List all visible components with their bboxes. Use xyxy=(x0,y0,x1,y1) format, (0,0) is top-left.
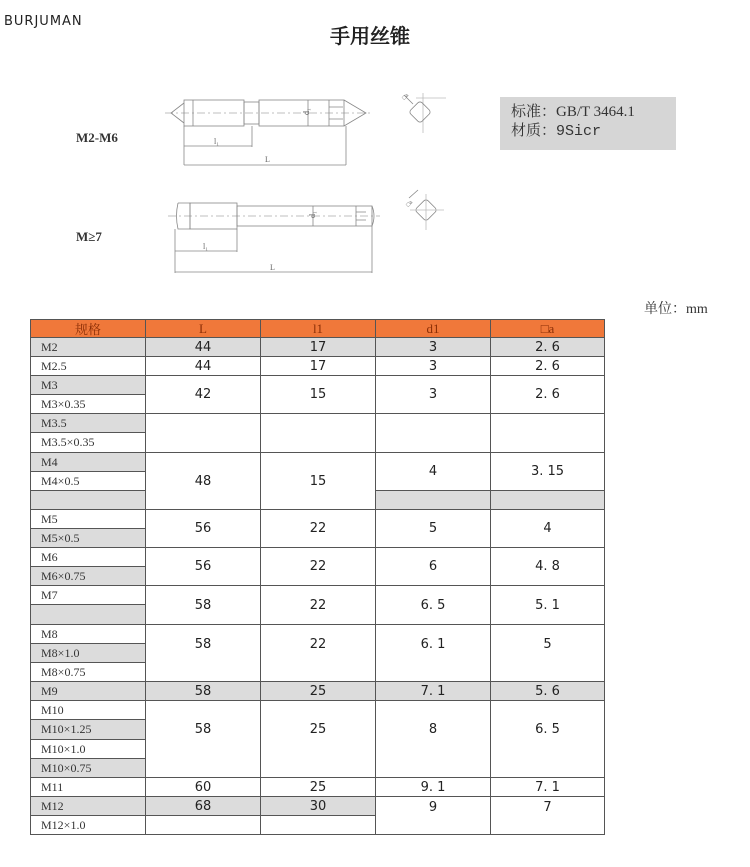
svg-text:□a: □a xyxy=(401,92,411,102)
cell-L: 44 xyxy=(145,356,261,376)
cell-a: 5. 1 xyxy=(490,585,605,625)
spec-cell: M2 xyxy=(30,337,146,357)
spec-cell: M10×0.75 xyxy=(30,758,146,778)
cell-d1: 9. 1 xyxy=(375,777,491,797)
cell-a: 4. 8 xyxy=(490,547,605,586)
page-title: 手用丝锥 xyxy=(330,24,410,48)
header-l1: l1 xyxy=(260,319,376,338)
standard-value: GB/T 3464.1 xyxy=(556,104,635,120)
spec-cell: M10×1.0 xyxy=(30,739,146,759)
cell-l1: 17 xyxy=(260,356,376,376)
cell-L: 58 xyxy=(145,585,261,625)
header-a: □a xyxy=(490,319,605,338)
spec-cell: M4×0.5 xyxy=(30,471,146,491)
cell-L: 68 xyxy=(145,796,261,816)
spec-cell: M8×1.0 xyxy=(30,643,146,663)
cell-L: 48 xyxy=(145,452,261,510)
spec-cell: M7 xyxy=(30,585,146,605)
cell-a: 4 xyxy=(490,509,605,548)
spec-cell: M10×1.25 xyxy=(30,719,146,740)
cell-a: 5 xyxy=(490,624,605,682)
cell-l1: 15 xyxy=(260,452,376,510)
header-d1: d1 xyxy=(375,319,491,338)
cell-L xyxy=(145,413,261,453)
spec-cell: M9 xyxy=(30,681,146,701)
cell-l1: 15 xyxy=(260,375,376,414)
cell-L: 60 xyxy=(145,777,261,797)
cell-d1: 6 xyxy=(375,547,491,586)
cell-a: 2. 6 xyxy=(490,375,605,414)
dim-l1-bottom: l₁ xyxy=(203,242,209,251)
cell-d1: 6. 5 xyxy=(375,585,491,625)
cell-L: 58 xyxy=(145,624,261,682)
svg-text:d₁: d₁ xyxy=(308,211,317,218)
cell-a: 3. 15 xyxy=(490,452,605,491)
cell-l1: 22 xyxy=(260,509,376,548)
cell-empty xyxy=(145,815,261,835)
cell-l1: 22 xyxy=(260,585,376,625)
spec-cell: M10 xyxy=(30,700,146,720)
cell-a: 6. 5 xyxy=(490,700,605,778)
cell-d1: 9 xyxy=(375,796,491,835)
cell-l1 xyxy=(260,413,376,453)
cell-l1: 25 xyxy=(260,681,376,701)
spec-cell: M12×1.0 xyxy=(30,815,146,835)
spec-cell: M3×0.35 xyxy=(30,394,146,414)
cell-a: 5. 6 xyxy=(490,681,605,701)
spec-cell: M3.5×0.35 xyxy=(30,432,146,453)
cell-L: 56 xyxy=(145,509,261,548)
cell-l1: 22 xyxy=(260,547,376,586)
cell-L: 56 xyxy=(145,547,261,586)
header-L: L xyxy=(145,319,261,338)
spec-cell: M6×0.75 xyxy=(30,566,146,586)
spec-cell: M3.5 xyxy=(30,413,146,433)
svg-text:□a: □a xyxy=(405,199,415,209)
drawing-label-large: M≥7 xyxy=(76,229,102,244)
spec-cell: M3 xyxy=(30,375,146,395)
cell-a: 7 xyxy=(490,796,605,835)
cell-d1: 8 xyxy=(375,700,491,778)
cell-d1: 6. 1 xyxy=(375,624,491,682)
spec-cell: M5 xyxy=(30,509,146,529)
brand-logo: BURJUMAN xyxy=(4,14,83,29)
cell-l1: 22 xyxy=(260,624,376,682)
drawing-label-small: M2-M6 xyxy=(76,130,118,145)
cell-d1: 7. 1 xyxy=(375,681,491,701)
material-value: 9Sicr xyxy=(556,123,602,140)
tap-spec-table xyxy=(30,319,605,835)
cell-d1: 3 xyxy=(375,356,491,376)
cell-d1: 3 xyxy=(375,375,491,414)
dim-d1-top: d₁ xyxy=(302,108,311,115)
tap-technical-drawing xyxy=(0,80,490,280)
spec-cell xyxy=(30,490,146,510)
cell-a: 2. 6 xyxy=(490,356,605,376)
cell-empty xyxy=(490,490,605,510)
header-spec: 规格 xyxy=(30,319,146,338)
cell-l1: 17 xyxy=(260,337,376,357)
spec-cell: M2.5 xyxy=(30,356,146,376)
cell-empty xyxy=(260,815,376,835)
spec-cell: M8×0.75 xyxy=(30,662,146,682)
cell-L: 58 xyxy=(145,681,261,701)
spec-cell: M6 xyxy=(30,547,146,567)
cell-L: 58 xyxy=(145,700,261,778)
spec-cell: M12 xyxy=(30,796,146,816)
dim-L-bottom: L xyxy=(270,263,275,272)
cell-l1: 25 xyxy=(260,700,376,778)
spec-cell: M5×0.5 xyxy=(30,528,146,548)
cell-d1: 3 xyxy=(375,337,491,357)
cell-d1: 4 xyxy=(375,452,491,491)
spec-cell: M8 xyxy=(30,624,146,644)
cell-a xyxy=(490,413,605,453)
standard-line: 标准：GB/T 3464.1 xyxy=(511,104,635,120)
spec-cell xyxy=(30,604,146,625)
spec-info-box xyxy=(500,97,676,150)
cell-a: 2. 6 xyxy=(490,337,605,357)
cell-l1: 30 xyxy=(260,796,376,816)
cell-L: 42 xyxy=(145,375,261,414)
spec-cell: M11 xyxy=(30,777,146,797)
unit-label: 单位：mm xyxy=(644,302,708,317)
material-line: 材质：9Sicr xyxy=(511,123,602,140)
dim-L-top: L xyxy=(265,155,270,164)
cell-a: 7. 1 xyxy=(490,777,605,797)
spec-cell: M4 xyxy=(30,452,146,472)
cell-d1: 5 xyxy=(375,509,491,548)
cell-empty xyxy=(375,490,491,510)
cell-l1: 25 xyxy=(260,777,376,797)
cell-L: 44 xyxy=(145,337,261,357)
dim-l1-top: l₁ xyxy=(214,137,220,146)
cell-d1 xyxy=(375,413,491,453)
